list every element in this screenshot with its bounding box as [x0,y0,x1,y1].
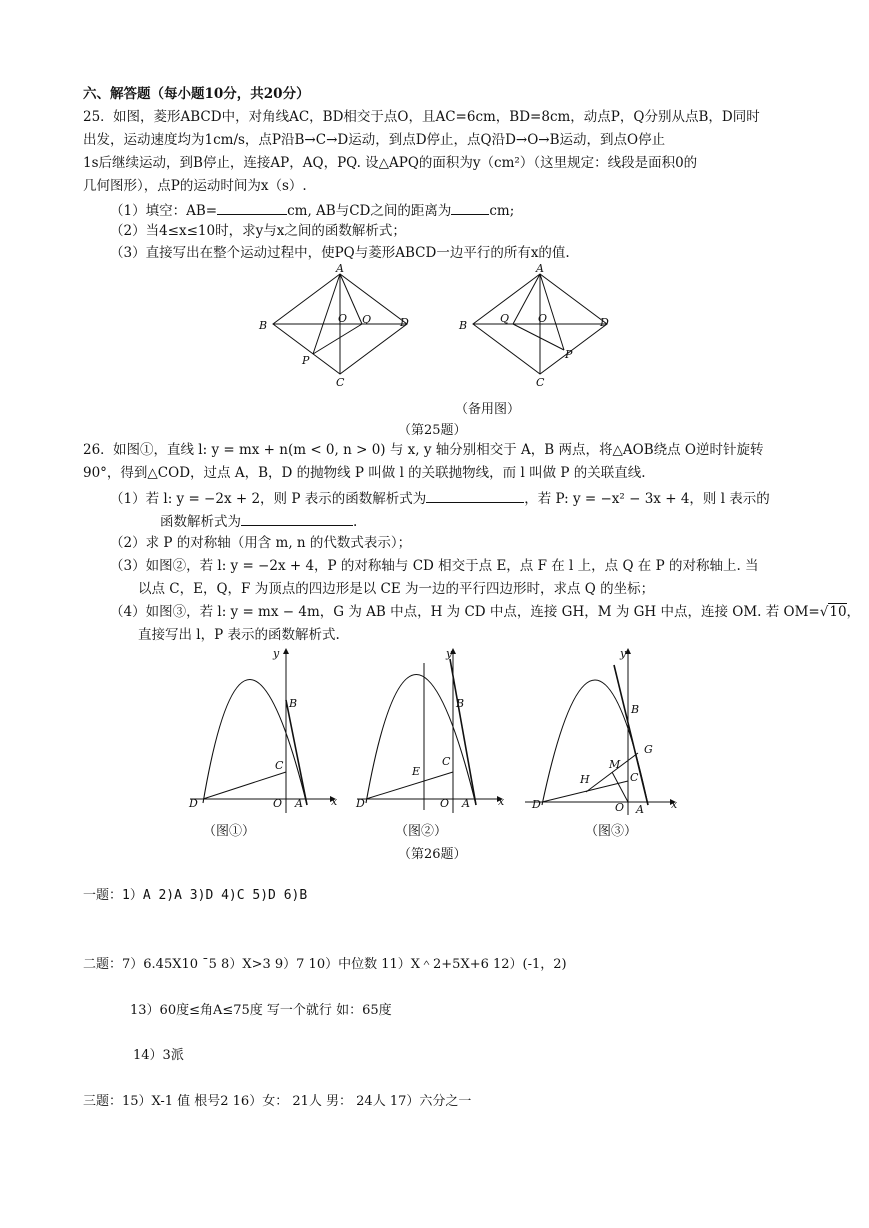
q26-fig3-caption: （图③） [585,824,638,839]
label-c: C [442,755,451,768]
q26-fig2-caption: （图②） [395,824,448,839]
q26-figure-2 [352,645,512,820]
answers-line3: 13）60度≤角A≤75度 写一个就行 如：65度 [130,1003,392,1018]
q26-part3-line2: 以点 C，E，Q，F 为顶点的四边形是以 CE 为一边的平行四边形时，求点 Q 的坐标； [138,581,655,597]
q26-part4-text-c: ， [846,604,861,620]
q25-line3: 1s后继续运动，到B停止，连接AP，AQ，PQ. 设△APQ的面积为y（cm²）（这里规定：线段是面积0的 [83,155,698,171]
segment-pq [313,324,362,354]
parabola-p [366,674,476,805]
q25-line1: 如图，菱形ABCD中，对角线AC，BD相交于点O，且AC=6cm，BD=8cm，动点P，Q分别从点B，D同时 [113,109,760,125]
q26-part3-line1: （3）如图②，若 l: y = −2x + 4，P 的对称轴与 CD 相交于点 E，点 F 在 l 上，点 Q 在 P 的对称轴上. 当 [110,558,759,574]
answer-blank-ab[interactable] [217,200,287,215]
label-q: Q [362,313,372,326]
label-y: y [273,647,280,660]
label-d: D [600,316,609,329]
q25-backup-caption: （备用图） [455,402,521,417]
label-o: O [615,801,625,814]
q25-backup-figure [450,262,620,392]
label-p: P [302,354,310,367]
label-b: B [289,697,298,710]
q26-part4-text-a: （4）如图③，若 l: y = mx − 4m，G 为 AB 中点，H 为 CD 中点，连接 GH，M 为 GH 中点，连接 OM. 若 OM= [110,604,820,620]
label-b: B [459,319,468,332]
label-y: y [620,647,627,660]
answer-blank-distance[interactable] [451,200,489,215]
label-o: O [538,312,548,325]
label-c: C [336,376,345,389]
q26-part1-cont [160,511,357,531]
q25-rhombus-figure [250,262,420,392]
q26-part2: （2）求 P 的对称轴（用含 m, n 的代数式表示）； [110,535,412,551]
q26-part1-text-a: （1）若 l: y = −2x + 2，则 P 表示的函数解析式为 [110,491,427,507]
q25-number: 25． [83,109,114,125]
q26-part1-text-b: ，若 P: y = −x² − 3x + 4，则 l 表示的 [524,491,770,507]
q25-line4: 几何图形），点P的运动时间为x（s）. [83,178,307,194]
segment-om [612,772,628,802]
segment-cd [366,772,453,799]
label-a: A [636,803,644,816]
label-g: G [644,743,653,756]
q25-part3: （3）直接写出在整个运动过程中，使PQ与菱形ABCD一边平行的所有x的值. [110,245,570,261]
q26-caption: （第26题） [398,847,467,862]
label-p: P [565,348,573,361]
segment-ap [313,274,340,354]
line-l [286,700,307,805]
label-c: C [536,376,545,389]
label-o: O [338,312,348,325]
label-a: A [536,262,544,275]
answer-blank-p[interactable] [426,488,524,503]
segment-pq [513,324,564,350]
label-x: x [671,798,678,811]
q26-figure-3 [520,645,685,820]
label-x: x [331,795,338,808]
label-o: O [440,797,450,810]
answers-line1: 一题：1）A 2)A 3)D 4)C 5)D 6)B [83,888,308,903]
q26-part1-text-d: . [353,514,358,530]
label-b: B [259,319,268,332]
q25-part1-text-c: cm; [489,203,515,219]
q26-line1: 如图①，直线 l: y = mx + n(m < 0, n > 0) 与 x, y 轴分别相交于 A，B 两点，将△AOB绕点 O逆时针旋转 [113,442,764,458]
label-d: D [189,797,198,810]
label-c: C [630,771,639,784]
answers-line4: 14）3派 [133,1048,184,1063]
label-m: M [609,758,621,771]
answer-blank-l[interactable] [241,511,353,526]
label-b: B [456,697,465,710]
answers-line2: 二题：7）6.45X10 ˉ5 8）X>3 9）7 10）中位数 11）X＾2+5X+6 12）(-1，2) [83,957,567,972]
q25-caption: （第25题） [398,423,467,438]
q25-part1 [110,200,514,220]
label-a: A [295,797,303,810]
q26-fig1-caption: （图①） [203,824,256,839]
q25-part1-text-b: cm, AB与CD之间的距离为 [287,203,452,219]
label-a: A [336,262,344,275]
segment-aq [513,274,540,324]
q25-part2: （2）当4≤x≤10时，求y与x之间的函数解析式； [110,223,406,239]
q26-part1-text-c: 函数解析式为 [160,514,241,530]
segment-cd [203,772,286,799]
label-x: x [498,795,505,808]
label-d: D [400,316,409,329]
label-e: E [412,765,421,778]
label-a: A [462,797,470,810]
q26-part4-line2: 直接写出 l，P 表示的函数解析式. [138,627,340,643]
section-title: 六、解答题（每小题10分，共20分） [83,86,310,102]
q26-part4-line1 [110,603,860,621]
label-o: O [273,797,283,810]
sqrt-symbol: √ [819,604,829,620]
label-c: C [275,759,284,772]
sqrt-value: 10 [829,604,847,620]
label-d: D [356,797,365,810]
label-h: H [580,773,590,786]
line-l [614,665,648,805]
q25-line2: 出发，运动速度均为1cm/s，点P沿B→C→D运动，到点D停止，点Q沿D→O→B运动，到点O停止 [83,132,666,148]
label-y: y [446,647,453,660]
label-d: D [532,798,541,811]
label-b: B [631,703,640,716]
line-l [450,659,476,805]
q26-number: 26． [83,442,114,458]
q26-figure-1 [185,645,345,820]
q25-part1-text-a: （1）填空：AB= [110,203,218,219]
q26-part1 [110,488,770,508]
q26-line2: 90°，得到△COD，过点 A，B，D 的抛物线 P 叫做 l 的关联抛物线，而 l 叫做 P 的关联直线. [83,465,646,481]
label-q: Q [500,312,510,325]
answers-line5: 三题：15）X-1 值 根号2 16）女： 21人 男： 24人 17）六分之一 [83,1094,472,1109]
